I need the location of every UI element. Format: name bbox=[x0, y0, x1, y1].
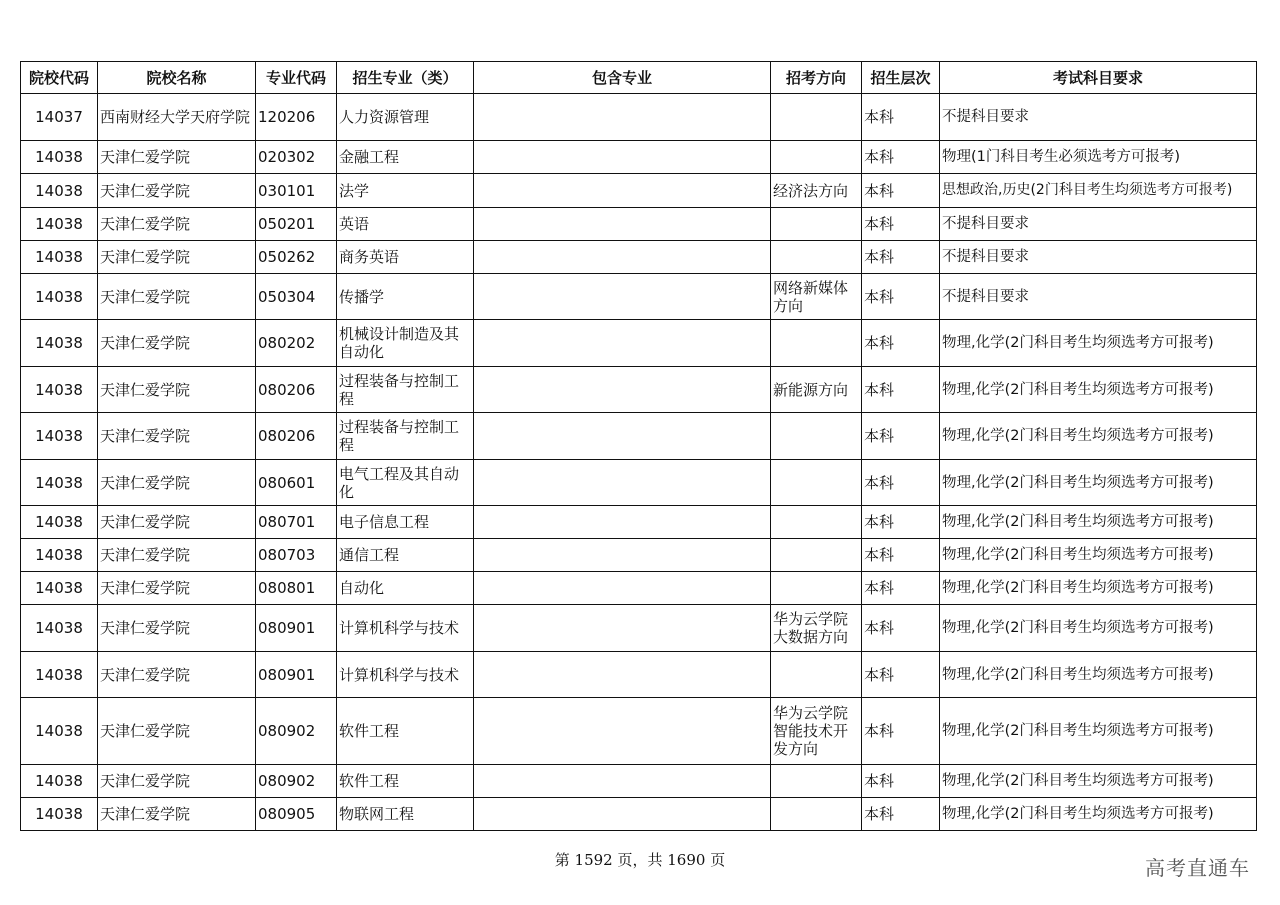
table-row bbox=[21, 94, 1257, 141]
school-name-cell: 天津仁爱学院 bbox=[98, 320, 256, 367]
direction-cell bbox=[771, 413, 862, 460]
requirement-cell: 不提科目要求 bbox=[940, 274, 1257, 320]
direction-cell: 经济法方向 bbox=[771, 174, 862, 208]
page-number: 第 1592 页，共 1690 页 bbox=[554, 851, 726, 869]
direction-cell bbox=[771, 208, 862, 241]
major-cell: 软件工程 bbox=[337, 765, 474, 798]
included-majors-cell bbox=[474, 798, 771, 831]
direction-cell bbox=[771, 241, 862, 274]
school-name-cell: 天津仁爱学院 bbox=[98, 413, 256, 460]
level-cell: 本科 bbox=[862, 367, 940, 413]
school-code-cell: 14038 bbox=[21, 460, 98, 506]
requirement-cell: 物理,化学(2门科目考生均须选考方可报考) bbox=[940, 698, 1257, 765]
school-name-cell: 天津仁爱学院 bbox=[98, 652, 256, 698]
major-cell: 机械设计制造及其自动化 bbox=[337, 320, 474, 367]
table-row bbox=[21, 798, 1257, 831]
school-code-cell: 14038 bbox=[21, 174, 98, 208]
table-row bbox=[21, 698, 1257, 765]
direction-cell: 新能源方向 bbox=[771, 367, 862, 413]
included-majors-cell bbox=[474, 572, 771, 605]
level-cell: 本科 bbox=[862, 605, 940, 652]
included-majors-cell bbox=[474, 413, 771, 460]
school-code-cell: 14038 bbox=[21, 698, 98, 765]
major-code-cell: 020302 bbox=[256, 141, 337, 174]
included-majors-cell bbox=[474, 367, 771, 413]
included-majors-cell bbox=[474, 208, 771, 241]
level-cell: 本科 bbox=[862, 174, 940, 208]
included-majors-cell bbox=[474, 460, 771, 506]
school-code-cell: 14038 bbox=[21, 320, 98, 367]
major-cell: 通信工程 bbox=[337, 539, 474, 572]
school-name-cell: 天津仁爱学院 bbox=[98, 460, 256, 506]
requirement-cell: 不提科目要求 bbox=[940, 208, 1257, 241]
table-row bbox=[21, 605, 1257, 652]
major-cell: 自动化 bbox=[337, 572, 474, 605]
included-majors-cell bbox=[474, 141, 771, 174]
school-code-cell: 14038 bbox=[21, 506, 98, 539]
direction-cell bbox=[771, 572, 862, 605]
major-code-cell: 120206 bbox=[256, 94, 337, 141]
major-code-cell: 080206 bbox=[256, 413, 337, 460]
major-code-cell: 080601 bbox=[256, 460, 337, 506]
table-row bbox=[21, 539, 1257, 572]
major-code-cell: 080902 bbox=[256, 698, 337, 765]
level-cell: 本科 bbox=[862, 765, 940, 798]
level-cell: 本科 bbox=[862, 241, 940, 274]
school-code-cell: 14038 bbox=[21, 241, 98, 274]
major-cell: 过程装备与控制工程 bbox=[337, 413, 474, 460]
direction-cell bbox=[771, 460, 862, 506]
included-majors-cell bbox=[474, 506, 771, 539]
direction-cell bbox=[771, 506, 862, 539]
header-school-code: 院校代码 bbox=[21, 62, 98, 94]
school-code-cell: 14038 bbox=[21, 367, 98, 413]
header-direction: 招考方向 bbox=[771, 62, 862, 94]
direction-cell bbox=[771, 798, 862, 831]
major-cell: 英语 bbox=[337, 208, 474, 241]
direction-cell bbox=[771, 320, 862, 367]
requirement-cell: 物理,化学(2门科目考生均须选考方可报考) bbox=[940, 539, 1257, 572]
school-name-cell: 天津仁爱学院 bbox=[98, 605, 256, 652]
enrollment-table bbox=[20, 61, 1257, 831]
level-cell: 本科 bbox=[862, 413, 940, 460]
included-majors-cell bbox=[474, 765, 771, 798]
direction-cell bbox=[771, 539, 862, 572]
school-name-cell: 天津仁爱学院 bbox=[98, 367, 256, 413]
direction-cell: 华为云学院大数据方向 bbox=[771, 605, 862, 652]
level-cell: 本科 bbox=[862, 208, 940, 241]
requirement-cell: 物理,化学(2门科目考生均须选考方可报考) bbox=[940, 460, 1257, 506]
school-code-cell: 14038 bbox=[21, 539, 98, 572]
school-code-cell: 14038 bbox=[21, 652, 98, 698]
major-code-cell: 080202 bbox=[256, 320, 337, 367]
school-name-cell: 天津仁爱学院 bbox=[98, 572, 256, 605]
requirement-cell: 物理,化学(2门科目考生均须选考方可报考) bbox=[940, 367, 1257, 413]
direction-cell: 网络新媒体方向 bbox=[771, 274, 862, 320]
major-cell: 计算机科学与技术 bbox=[337, 652, 474, 698]
level-cell: 本科 bbox=[862, 320, 940, 367]
school-name-cell: 天津仁爱学院 bbox=[98, 506, 256, 539]
level-cell: 本科 bbox=[862, 460, 940, 506]
included-majors-cell bbox=[474, 698, 771, 765]
major-cell: 法学 bbox=[337, 174, 474, 208]
requirement-cell: 物理,化学(2门科目考生均须选考方可报考) bbox=[940, 605, 1257, 652]
included-majors-cell bbox=[474, 274, 771, 320]
major-code-cell: 080701 bbox=[256, 506, 337, 539]
level-cell: 本科 bbox=[862, 798, 940, 831]
major-code-cell: 080901 bbox=[256, 605, 337, 652]
level-cell: 本科 bbox=[862, 141, 940, 174]
requirement-cell: 不提科目要求 bbox=[940, 94, 1257, 141]
major-code-cell: 080801 bbox=[256, 572, 337, 605]
table-row bbox=[21, 141, 1257, 174]
included-majors-cell bbox=[474, 605, 771, 652]
requirement-cell: 物理,化学(2门科目考生均须选考方可报考) bbox=[940, 413, 1257, 460]
major-cell: 商务英语 bbox=[337, 241, 474, 274]
school-code-cell: 14038 bbox=[21, 413, 98, 460]
school-code-cell: 14038 bbox=[21, 798, 98, 831]
major-code-cell: 050304 bbox=[256, 274, 337, 320]
school-code-cell: 14038 bbox=[21, 141, 98, 174]
header-school-name: 院校名称 bbox=[98, 62, 256, 94]
major-code-cell: 030101 bbox=[256, 174, 337, 208]
major-code-cell: 050201 bbox=[256, 208, 337, 241]
table-row bbox=[21, 208, 1257, 241]
level-cell: 本科 bbox=[862, 572, 940, 605]
school-name-cell: 天津仁爱学院 bbox=[98, 141, 256, 174]
requirement-cell: 不提科目要求 bbox=[940, 241, 1257, 274]
direction-cell bbox=[771, 141, 862, 174]
level-cell: 本科 bbox=[862, 539, 940, 572]
requirement-cell: 物理,化学(2门科目考生均须选考方可报考) bbox=[940, 652, 1257, 698]
major-cell: 金融工程 bbox=[337, 141, 474, 174]
major-code-cell: 080905 bbox=[256, 798, 337, 831]
table-row bbox=[21, 652, 1257, 698]
header-major-code: 专业代码 bbox=[256, 62, 337, 94]
table-row bbox=[21, 506, 1257, 539]
major-cell: 过程装备与控制工程 bbox=[337, 367, 474, 413]
table-row bbox=[21, 274, 1257, 320]
major-cell: 物联网工程 bbox=[337, 798, 474, 831]
school-code-cell: 14037 bbox=[21, 94, 98, 141]
header-level: 招生层次 bbox=[862, 62, 940, 94]
school-code-cell: 14038 bbox=[21, 572, 98, 605]
school-name-cell: 天津仁爱学院 bbox=[98, 698, 256, 765]
major-code-cell: 080901 bbox=[256, 652, 337, 698]
school-code-cell: 14038 bbox=[21, 605, 98, 652]
header-included-majors: 包含专业 bbox=[474, 62, 771, 94]
school-code-cell: 14038 bbox=[21, 765, 98, 798]
table-row bbox=[21, 174, 1257, 208]
included-majors-cell bbox=[474, 539, 771, 572]
school-name-cell: 天津仁爱学院 bbox=[98, 274, 256, 320]
requirement-cell: 物理(1门科目考生必须选考方可报考) bbox=[940, 141, 1257, 174]
school-name-cell: 天津仁爱学院 bbox=[98, 539, 256, 572]
header-requirement: 考试科目要求 bbox=[940, 62, 1257, 94]
table-header-row bbox=[21, 62, 1257, 94]
requirement-cell: 物理,化学(2门科目考生均须选考方可报考) bbox=[940, 798, 1257, 831]
requirement-cell: 物理,化学(2门科目考生均须选考方可报考) bbox=[940, 572, 1257, 605]
included-majors-cell bbox=[474, 320, 771, 367]
school-name-cell: 天津仁爱学院 bbox=[98, 798, 256, 831]
major-cell: 软件工程 bbox=[337, 698, 474, 765]
direction-cell bbox=[771, 652, 862, 698]
major-code-cell: 050262 bbox=[256, 241, 337, 274]
direction-cell bbox=[771, 765, 862, 798]
level-cell: 本科 bbox=[862, 94, 940, 141]
level-cell: 本科 bbox=[862, 274, 940, 320]
watermark-text: 高考直通车 bbox=[1145, 856, 1250, 880]
major-code-cell: 080902 bbox=[256, 765, 337, 798]
school-name-cell: 天津仁爱学院 bbox=[98, 765, 256, 798]
requirement-cell: 思想政治,历史(2门科目考生均须选考方可报考) bbox=[940, 174, 1257, 208]
table-row bbox=[21, 460, 1257, 506]
school-name-cell: 天津仁爱学院 bbox=[98, 241, 256, 274]
table-row bbox=[21, 765, 1257, 798]
school-name-cell: 天津仁爱学院 bbox=[98, 174, 256, 208]
table-row bbox=[21, 413, 1257, 460]
school-name-cell: 天津仁爱学院 bbox=[98, 208, 256, 241]
level-cell: 本科 bbox=[862, 652, 940, 698]
included-majors-cell bbox=[474, 94, 771, 141]
included-majors-cell bbox=[474, 174, 771, 208]
table-body bbox=[21, 94, 1257, 831]
major-cell: 计算机科学与技术 bbox=[337, 605, 474, 652]
requirement-cell: 物理,化学(2门科目考生均须选考方可报考) bbox=[940, 320, 1257, 367]
school-code-cell: 14038 bbox=[21, 208, 98, 241]
school-name-cell: 西南财经大学天府学院 bbox=[98, 94, 256, 141]
major-cell: 电子信息工程 bbox=[337, 506, 474, 539]
level-cell: 本科 bbox=[862, 698, 940, 765]
table-row bbox=[21, 367, 1257, 413]
major-cell: 传播学 bbox=[337, 274, 474, 320]
major-cell: 电气工程及其自动化 bbox=[337, 460, 474, 506]
level-cell: 本科 bbox=[862, 506, 940, 539]
table-row bbox=[21, 572, 1257, 605]
direction-cell bbox=[771, 94, 862, 141]
table-row bbox=[21, 241, 1257, 274]
requirement-cell: 物理,化学(2门科目考生均须选考方可报考) bbox=[940, 765, 1257, 798]
major-cell: 人力资源管理 bbox=[337, 94, 474, 141]
table-row bbox=[21, 320, 1257, 367]
direction-cell: 华为云学院智能技术开发方向 bbox=[771, 698, 862, 765]
major-code-cell: 080703 bbox=[256, 539, 337, 572]
major-code-cell: 080206 bbox=[256, 367, 337, 413]
school-code-cell: 14038 bbox=[21, 274, 98, 320]
requirement-cell: 物理,化学(2门科目考生均须选考方可报考) bbox=[940, 506, 1257, 539]
included-majors-cell bbox=[474, 652, 771, 698]
included-majors-cell bbox=[474, 241, 771, 274]
header-major: 招生专业（类） bbox=[337, 62, 474, 94]
